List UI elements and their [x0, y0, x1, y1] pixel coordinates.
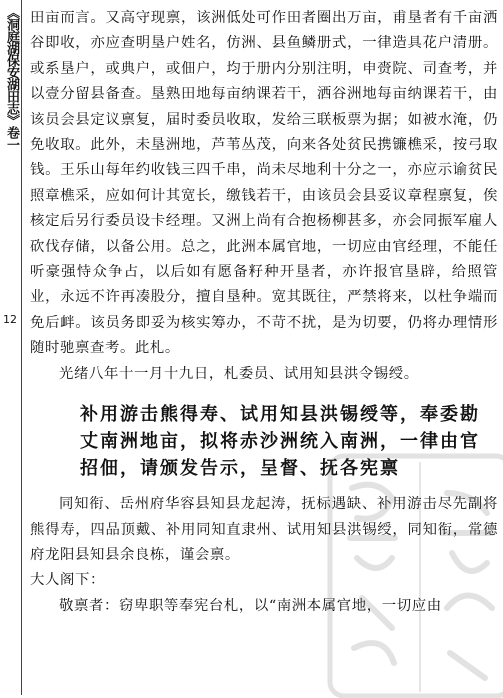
margin-rule: [21, 0, 22, 695]
section-heading: 补用游击熊得寿、试用知县洪锡绶等，奉委勘丈南洲地亩，拟将赤沙洲统入南洲，一律由官招佃，请颁发告示，呈督、抚各宪禀: [80, 404, 480, 480]
paragraph-1: 田亩而言。又高守现禀，该洲低处可作田者圈出万亩，甫垦者有千亩洒谷即收，亦应查明垦户姓名，仿洲、县鱼鳞册式，一律造具花户清册。或系垦户，或典户，或佃户，均于册内分别注明，申赍院、司查考，并以壹分留县备查。垦熟田地每亩纳课若干，洒谷洲地每亩纳课若干，由该员会县定议禀复，届时委员收取，发给三联板票为据；如被水淹，仍免收取。此外，未垦洲地，芦苇丛茂，向来各处贫民携镰樵采，按弓取钱。王乐山每年约收钱三四千串，尚未尽地利十分之一，亦应示谕贫民照章樵采，应如何计其宽长，缴钱若干，由该员会县妥议章程禀复，俟核定后另行委员设卡经理。又洲上尚有合抱杨柳甚多，亦会同振军雇人砍伐存储，以备公用。总之，此洲本属官地，一切应由官经理，不能任听豪强恃众争占，以后如有愿备籽种开垦者，亦许报官垦辟，给照管业，永远不许再凑股分，擅自垦种。宽其既往，严禁将来，以杜争端而免后衅。该员务即妥为核实筹办，不苛不扰，是为切要，仍将办理情形随时驰禀查考。此札。: [30, 10, 498, 357]
date-line: 光绪八年十一月十九日，札委员、试用知县洪令锡绶。: [59, 365, 419, 382]
salutation: 大人阁下：: [30, 572, 105, 589]
page-body: [30, 6, 498, 619]
running-header: 《洞庭湖保安湖田志》卷一: [4, 6, 19, 150]
page-number: 12: [3, 313, 17, 326]
page-margin: [0, 0, 22, 695]
paragraph-2: 同知衔、岳州府华容县知县龙起涛，抚标遇缺、补用游击尽先副将熊得寿，四品顶戴、补用同知直隶州、试用知县洪锡绶，同知衔，常德府龙阳县知县余良栋，谨会禀。: [30, 496, 498, 563]
paragraph-3: 敬禀者：窃卑职等奉宪台札，以“南洲本属官地，一切应由: [59, 597, 442, 614]
